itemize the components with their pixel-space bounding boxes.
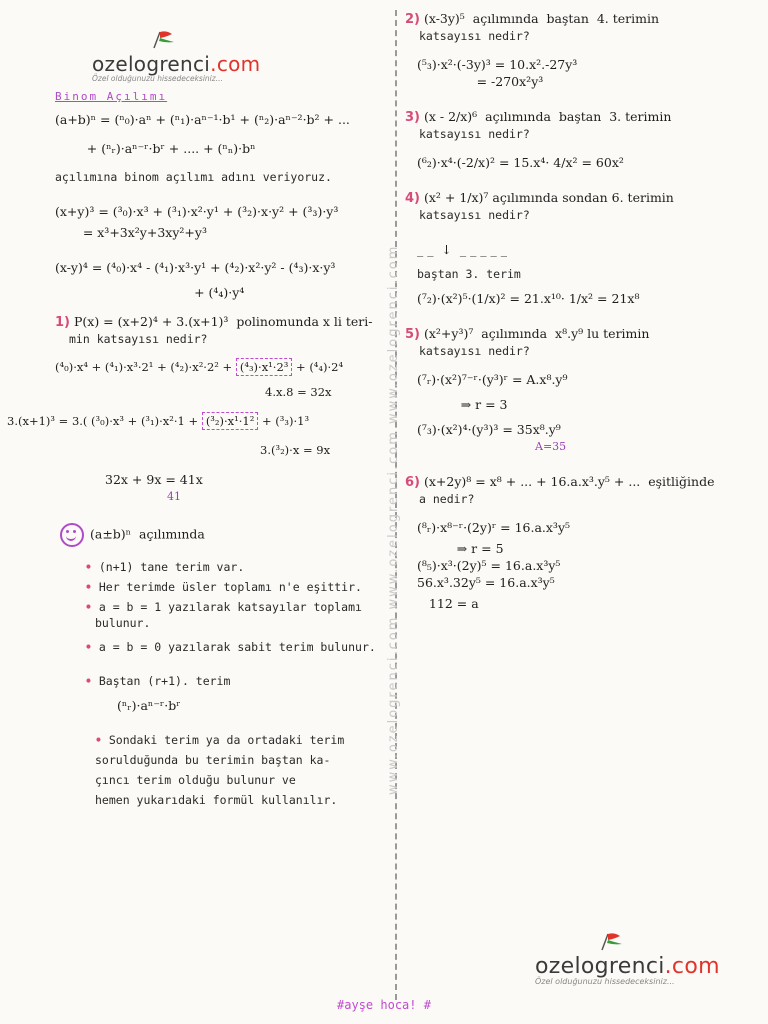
- watermark: www.ozelogrenci.com www.ozelogrenci.com www.ozelogrenci.com: [386, 244, 401, 796]
- bullet-icon: •: [85, 560, 99, 574]
- q6-solution-4: (⁸₅)·x³·(2y)⁵ = 16.a.x³y⁵: [417, 558, 561, 573]
- example1-line-2: = x³+3x²y+3xy²+y³: [55, 225, 207, 240]
- q2-solution-2: = -270x²y³: [417, 74, 544, 89]
- q1-sum: 32x + 9x = 41x: [105, 472, 203, 487]
- question-3: [405, 108, 760, 171]
- question-6-number: 6): [405, 475, 420, 490]
- binom-formula-line-1: (a+b)ⁿ = (ⁿ₀)·aⁿ + (ⁿ₁)·aⁿ⁻¹·b¹ + (ⁿ₂)·aⁿ⁻²·b² + ...: [55, 112, 350, 127]
- question-4-number: 4): [405, 191, 420, 206]
- brand-slogan: Özel olduğunuzu hissedeceksiniz...: [535, 977, 675, 986]
- tip-6-line-2: sorulduğunda bu terimin baştan ka-: [95, 753, 331, 767]
- q1-solution-b-note: 3.(³₂)·x = 9x: [260, 443, 331, 457]
- tip-4: a = b = 0 yazılarak sabit terim bulunur.: [98, 640, 376, 654]
- tip-3-cont: bulunur.: [95, 616, 151, 630]
- right-column: [405, 10, 760, 612]
- question-5-number: 5): [405, 327, 420, 342]
- question-3-text-1: (x - 2/x)⁶ açılımında baştan 3. terimin: [423, 109, 672, 124]
- q5-solution-3: (⁷₃)·(x²)⁴·(y³)³ = 35x⁸.y⁹: [417, 422, 561, 437]
- question-4-text-1: (x² + 1/x)⁷ açılımında sondan 6. terimin: [423, 190, 674, 205]
- tips-block: [55, 523, 390, 808]
- brand-logo-bottom: [535, 954, 720, 986]
- question-1-text-1: P(x) = (x+2)⁴ + 3.(x+1)³ polinomunda x li teri-: [73, 314, 373, 329]
- tip-1: (n+1) tane terim var.: [98, 560, 245, 574]
- tip-5: Baştan (r+1). terim: [98, 674, 231, 688]
- q1-solution-a-note: 4.x.8 = 32x: [265, 385, 332, 399]
- q6-solution-7: 112 = a: [417, 596, 479, 611]
- question-2-text-2: katsayısı nedir?: [419, 29, 530, 43]
- brand-name: ozelogrenci: [535, 954, 665, 979]
- question-2-number: 2): [405, 12, 420, 27]
- formula-caption: açılımına binom açılımı adını veriyoruz.: [55, 170, 332, 184]
- question-1-number: 1): [55, 315, 70, 330]
- q1-solution-a-box: (⁴₃)·x¹·2³: [236, 358, 293, 376]
- q3-solution: (⁶₂)·x⁴·(-2/x)² = 15.x⁴· 4/x² = 60x²: [417, 155, 624, 170]
- q1-answer: 41: [167, 490, 181, 503]
- q5-solution-2: ⇒ r = 3: [417, 397, 508, 412]
- brand-tld: .com: [210, 52, 261, 76]
- question-5-text-1: (x²+y³)⁷ açılımında x⁸.y⁹ lu terimin: [423, 326, 650, 341]
- question-6: [405, 473, 760, 612]
- q4-solution: (⁷₂)·(x²)⁵·(1/x)² = 21.x¹⁰· 1/x² = 21x⁸: [417, 291, 640, 306]
- question-5-text-2: katsayısı nedir?: [419, 344, 530, 358]
- question-6-text-2: a nedir?: [419, 492, 475, 506]
- bullet-icon: •: [95, 733, 109, 747]
- bullet-icon: •: [85, 600, 99, 614]
- question-4: [405, 189, 760, 307]
- tip-6: Sondaki terim ya da ortadaki terim: [108, 733, 345, 747]
- q5-answer: A=35: [535, 440, 567, 453]
- tips-heading: (a±b)ⁿ açılımında: [90, 526, 205, 542]
- footer-signature: #ayşe hoca! #: [337, 998, 431, 1012]
- bullet-icon: •: [85, 674, 99, 688]
- left-column: [7, 90, 390, 808]
- brand-flag-icon: [598, 930, 626, 952]
- smiley-icon: [60, 523, 84, 547]
- brand-flag-icon: [150, 28, 178, 50]
- q4-label: baştan 3. terim: [417, 267, 521, 281]
- binom-formula-line-2: + (ⁿᵣ)·aⁿ⁻ʳ·bʳ + .... + (ⁿₙ)·bⁿ: [55, 141, 256, 156]
- q2-solution-1: (⁵₃)·x²·(-3y)³ = 10.x².-27y³: [417, 57, 578, 72]
- brand-name: ozelogrenci: [92, 52, 211, 76]
- tip-5-formula: (ⁿᵣ)·aⁿ⁻ʳ·bʳ: [117, 698, 181, 713]
- question-2: [405, 10, 760, 90]
- q6-solution-6: 56.x³.32y⁵ = 16.a.x³y⁵: [417, 575, 555, 590]
- q1-solution-a-pre: (⁴₀)·x⁴ + (⁴₁)·x³·2¹ + (⁴₂)·x²·2² +: [55, 360, 236, 374]
- question-5: [405, 325, 760, 455]
- q5-solution-1: (⁷ᵣ)·(x²)⁷⁻ʳ·(y³)ʳ = A.x⁸.y⁹: [417, 372, 568, 387]
- question-3-text-2: katsayısı nedir?: [419, 127, 530, 141]
- brand-logo-top: [92, 52, 260, 83]
- brand-slogan: Özel olduğunuzu hissedeceksiniz...: [92, 74, 223, 83]
- question-1-text-2: min katsayısı nedir?: [69, 332, 208, 346]
- q1-solution-a-post: + (⁴₄)·2⁴: [292, 360, 344, 374]
- q1-solution-b-pre: 3.(x+1)³ = 3.( (³₀)·x³ + (³₁)·x²·1 +: [7, 414, 202, 428]
- q1-solution-b-post: + (³₃)·1³: [258, 414, 310, 428]
- question-2-text-1: (x-3y)⁵ açılımında baştan 4. terimin: [423, 11, 660, 26]
- example1-line-1: (x+y)³ = (³₀)·x³ + (³₁)·x²·y¹ + (³₂)·x·y² + (³₃)·y³: [55, 204, 339, 219]
- bullet-icon: •: [85, 640, 99, 654]
- q4-dashes: _ _ ↓ _ _ _ _ _: [417, 242, 507, 257]
- question-1: [7, 313, 390, 505]
- section-title: Binom Açılımı: [55, 90, 168, 103]
- q6-solution-1: (⁸ᵣ)·x⁸⁻ʳ·(2y)ʳ = 16.a.x³y⁵: [417, 520, 571, 535]
- q1-solution-b-box: (³₂)·x¹·1²: [202, 412, 259, 430]
- example2-line-1: (x-y)⁴ = (⁴₀)·x⁴ - (⁴₁)·x³·y¹ + (⁴₂)·x²·y² - (⁴₃)·x·y³: [55, 260, 336, 275]
- tip-6-line-3: çıncı terim olduğu bulunur ve: [95, 773, 296, 787]
- example2-line-2: + (⁴₄)·y⁴: [55, 285, 245, 300]
- question-6-text-1: (x+2y)⁸ = x⁸ + ... + 16.a.x³.y⁵ + ... eşitliğinde: [423, 474, 715, 489]
- q6-solution-2: ⇒ r = 5: [417, 541, 504, 556]
- tip-3: a = b = 1 yazılarak katsayılar toplamı: [98, 600, 362, 614]
- question-3-number: 3): [405, 110, 420, 125]
- question-4-text-2: katsayısı nedir?: [419, 208, 530, 222]
- tip-2: Her terimde üsler toplamı n'e eşittir.: [98, 580, 362, 594]
- bullet-icon: •: [85, 580, 99, 594]
- brand-tld: .com: [664, 954, 720, 979]
- tip-6-line-4: hemen yukarıdaki formül kullanılır.: [95, 793, 338, 807]
